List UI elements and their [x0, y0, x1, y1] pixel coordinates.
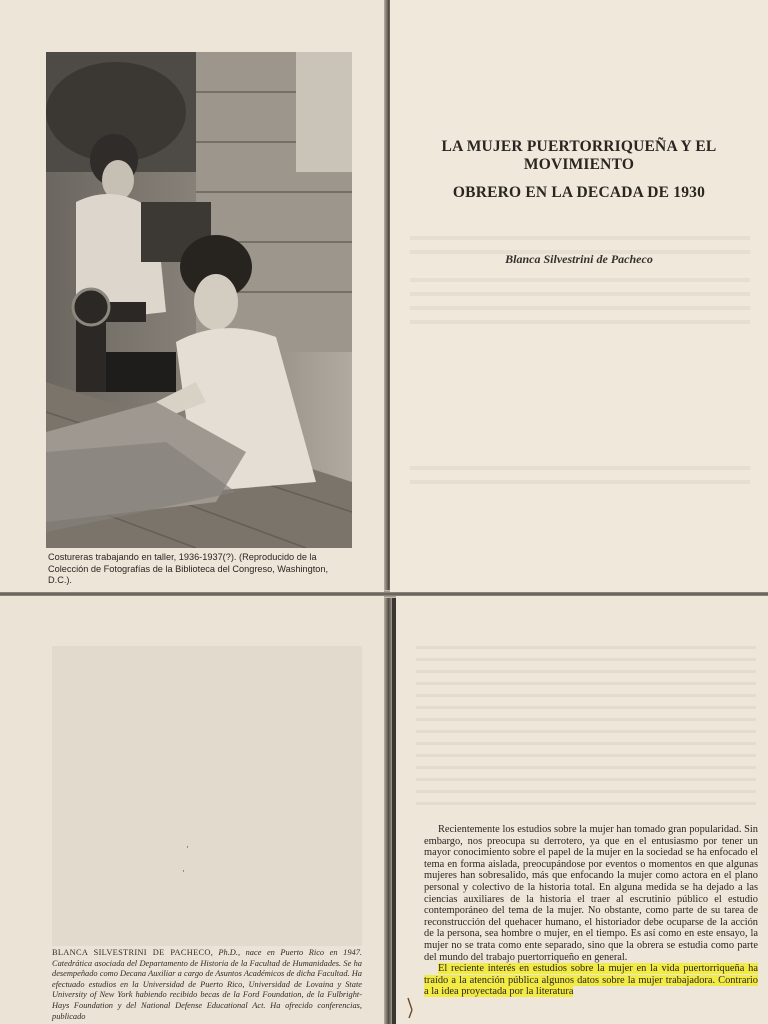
- article-title-line-2: OBRERO EN LA DECADA DE 1930: [452, 184, 706, 201]
- show-through-line: [410, 466, 750, 470]
- show-through-line: [410, 236, 750, 240]
- show-through-text: [416, 646, 756, 814]
- show-through-line: [410, 320, 750, 324]
- show-through-line: [410, 292, 750, 296]
- show-through-area: [52, 646, 362, 946]
- photo-illustration: [46, 52, 352, 548]
- show-through-line: [410, 306, 750, 310]
- photo-page: [0, 0, 384, 592]
- author-bio: [52, 948, 362, 1022]
- seamstress-photo: [46, 52, 352, 548]
- article-author: Blanca Silvestrini de Pacheco: [505, 252, 653, 266]
- bio-page: [0, 596, 384, 1024]
- bio-name: BLANCA SILVESTRINI DE PACHECO: [52, 948, 211, 957]
- show-through-line: [410, 278, 750, 282]
- article-body: [424, 824, 758, 998]
- article-title-line-1: LA MUJER PUERTORRIQUEÑA Y EL MOVIMIENTO: [441, 138, 717, 173]
- print-mark: ·: [186, 842, 189, 852]
- text-page: [396, 596, 768, 1024]
- title-page: [390, 0, 768, 592]
- bio-text: , Ph.D., nace en Puerto Rico en 1947. Catedrática asociada del Departamento de Historia de la Facultad de Humanidades. Se ha desempeñado como Decana Auxiliar a cargo de Asuntos Académicos de dicha Facultad. Ha efectuado estudios en la Universidad de Puerto Rico, Universidad de Lovaina y State University of New York habiendo recibido becas de la Ford Foundation, de la Fulbright-Hays Foundation y del National Defense Educational Act. Ha ofrecido conferencias, publicado: [52, 948, 362, 1021]
- highlighted-text: El reciente interés en estudios sobre la mujer en la vida puertorriqueña ha traído a la atención pública algunos datos sobre la mujer trabajadora. Contrario a la idea proyectada por la literatura: [424, 963, 758, 998]
- show-through-line: [410, 480, 750, 484]
- pen-mark-icon: [406, 996, 420, 1020]
- body-paragraph-1: Recientemente los estudios sobre la mujer han tomado gran popularidad. Sin embargo, nos preocupa su derrotero, ya que en el entusiasmo por tener un mayor conocimiento sobre el papel de la mujer en la sociedad se ha enfocado el tema en forma aislada, preocupándose por eventos o momentos en que algunas mujeres han sobresalido, más que enfocando la mujer como actora en el plano personal y colectivo de la historia total. En alguna medida se ha dejado a las ciencias auxiliares de la historia el traer al escrutinio público el estudio contemporáneo del tema de la mujer. No obstante, como parte de su tarea de reconstrucción del quehacer humano, el historiador debe ocuparse de la acción de la persona, sea hombre o mujer, en el tiempo. Es así como en este ensayo, la mujer no se trata como ente separado, sino que la obrera se estudia como parte del mundo del trabajo puertorriqueño en general.: [424, 824, 758, 963]
- print-mark: ·: [182, 866, 185, 876]
- body-paragraph-2: [424, 963, 758, 998]
- photo-caption: Costureras trabajando en taller, 1936-1937(?). (Reproducido de la Colección de Fotografías de la Biblioteca del Congreso, Washington, D.C.).: [48, 552, 329, 585]
